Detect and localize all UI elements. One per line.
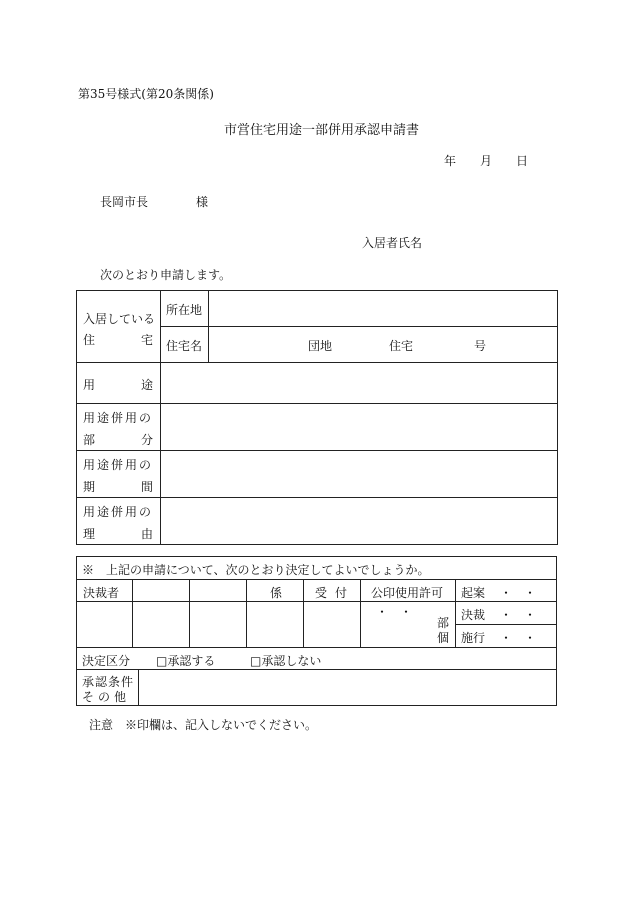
decision-header: ※ 上記の申請について、次のとおり決定してよいでしょうか。 xyxy=(82,563,430,577)
reject-option[interactable]: □承認しない xyxy=(250,654,322,668)
partial-label-line2: 部 分 xyxy=(83,433,153,447)
checkbox-icon[interactable]: □ xyxy=(156,654,168,668)
executed-date: ・ ・ xyxy=(500,631,537,645)
use-field[interactable] xyxy=(164,366,552,399)
period-field[interactable] xyxy=(164,454,552,493)
housing-number-label: 号 xyxy=(474,339,487,353)
date-month: 月 xyxy=(480,154,493,168)
checkbox-icon[interactable]: □ xyxy=(250,654,262,668)
partial-field[interactable] xyxy=(164,407,552,446)
page-title: 市営住宅用途一部併用承認申請書 xyxy=(224,123,420,138)
location-field[interactable] xyxy=(212,294,552,322)
residence-label: 入居している xyxy=(83,312,156,326)
use-label: 用 途 xyxy=(83,378,153,392)
approve-option[interactable]: □承認する xyxy=(156,654,216,668)
drafted-date: ・ ・ xyxy=(500,586,537,600)
staff-label: 係 xyxy=(270,586,283,600)
conditions-label: 承認条件 xyxy=(82,675,135,689)
decided-date: ・ ・ xyxy=(500,608,537,622)
housing-estate-label: 団地 xyxy=(308,339,333,353)
reception-label: 受 付 xyxy=(315,586,347,600)
drafted-label: 起案 xyxy=(461,586,486,600)
addressee-honorific: 様 xyxy=(196,195,209,209)
period-label-line2: 期 間 xyxy=(83,480,153,494)
seal-dept-label: 部 xyxy=(437,616,450,630)
partial-label: 用途併用の xyxy=(83,411,154,425)
seal-count-label: 個 xyxy=(437,631,450,645)
date-year: 年 xyxy=(444,154,457,168)
reason-label: 用途併用の xyxy=(83,505,154,519)
intro-text: 次のとおり申請します。 xyxy=(100,268,232,282)
reason-label-line2: 理 由 xyxy=(83,527,153,541)
form-number: 第35号様式(第20条関係) xyxy=(78,87,214,101)
reason-field[interactable] xyxy=(164,501,552,540)
seal-dots: ・ ・ xyxy=(376,605,413,619)
seal-permit-label: 公印使用許可 xyxy=(371,586,444,600)
housing-name-label: 住宅名 xyxy=(166,339,203,353)
footer-note: 注意 ※印欄は、記入しないでください。 xyxy=(89,718,318,732)
decision-type-label: 決定区分 xyxy=(82,654,131,668)
decided-label: 決裁 xyxy=(461,608,486,622)
residence-label-line2: 住 宅 xyxy=(83,333,153,347)
conditions-field[interactable] xyxy=(142,672,552,702)
conditions-label-line2: その他 xyxy=(82,690,131,704)
approver-label: 決裁者 xyxy=(83,586,120,600)
housing-building-label: 住宅 xyxy=(389,339,414,353)
executed-label: 施行 xyxy=(461,631,486,645)
date-day: 日 xyxy=(516,154,529,168)
addressee-name: 長岡市長 xyxy=(100,195,149,209)
period-label: 用途併用の xyxy=(83,458,154,472)
applicant-name-label: 入居者氏名 xyxy=(362,236,423,250)
location-label: 所在地 xyxy=(166,303,203,317)
